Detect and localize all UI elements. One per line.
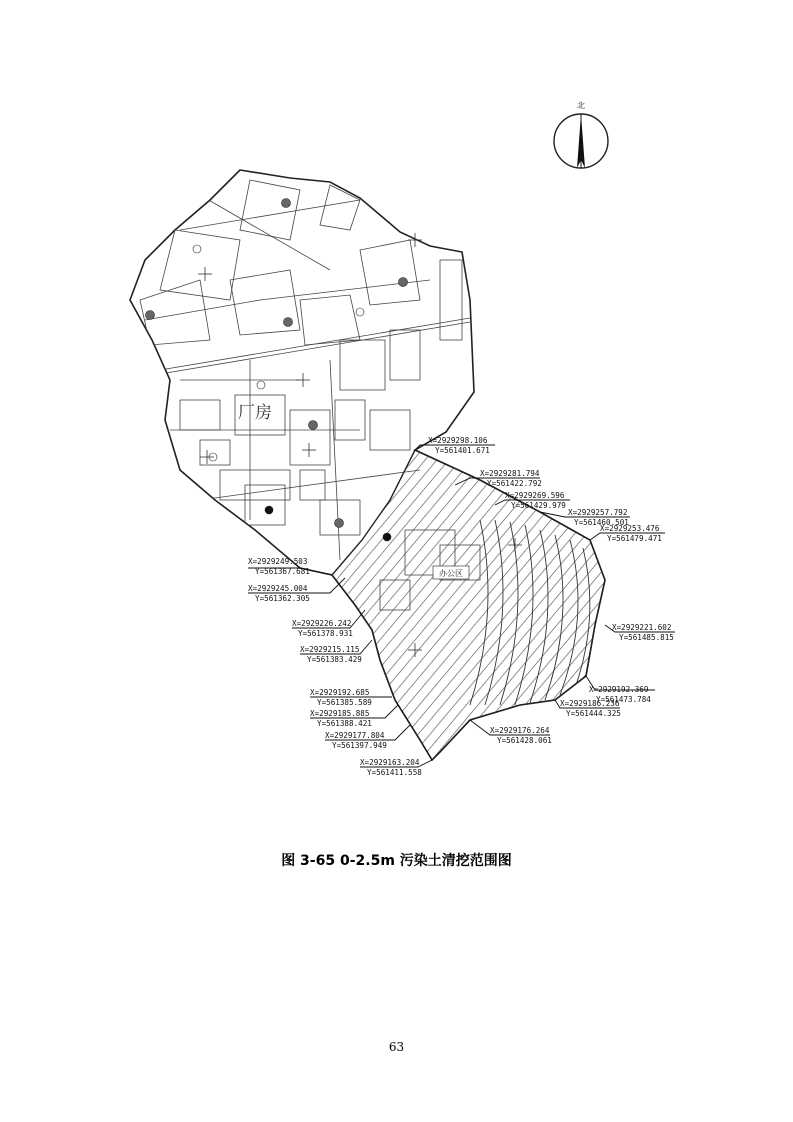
coord-y-label: Y=561385.589 <box>317 698 372 707</box>
coord-y-label: Y=561378.931 <box>298 629 353 638</box>
coord-y-label: Y=561485.815 <box>619 633 674 642</box>
north-arrow-icon <box>554 114 608 168</box>
coord-y-label: Y=561444.325 <box>566 709 621 718</box>
coord-y-label: Y=561362.305 <box>255 594 310 603</box>
coord-x-label: X=2929298.106 <box>428 436 488 445</box>
coord-y-label: Y=561411.558 <box>367 768 422 777</box>
coord-y-label: Y=561383.429 <box>307 655 362 664</box>
north-label: 北 <box>577 101 585 110</box>
coord-y-label: Y=561460.501 <box>574 518 629 527</box>
coord-x-label: X=2929176.264 <box>490 726 550 735</box>
coord-x-label: X=2929186.236 <box>560 699 620 708</box>
coord-y-label: Y=561397.949 <box>332 741 387 750</box>
label-factory-house: 厂房 <box>238 403 272 423</box>
page-number: 63 <box>388 1040 405 1054</box>
coord-x-label: X=2929163.204 <box>360 758 420 767</box>
coord-y-label: Y=561428.061 <box>497 736 552 745</box>
coord-x-label: X=2929269.596 <box>505 491 565 500</box>
coord-x-label: X=2929177.804 <box>325 731 385 740</box>
coord-y-label: Y=561429.979 <box>511 501 566 510</box>
coord-y-label: Y=561422.792 <box>487 479 542 488</box>
coord-x-label: X=2929215.115 <box>300 645 360 654</box>
coord-x-label: X=2929257.792 <box>568 508 628 517</box>
coord-y-label: Y=561367.681 <box>255 567 310 576</box>
coord-x-label: X=2929226.242 <box>292 619 352 628</box>
coord-x-label: X=2929249.503 <box>248 557 308 566</box>
coord-y-label: Y=561401.671 <box>435 446 490 455</box>
coord-x-label: X=2929185.885 <box>310 709 370 718</box>
label-office-area: 办公区 <box>439 569 463 578</box>
coord-y-label: Y=561388.421 <box>317 719 372 728</box>
coord-x-label: X=2929221.602 <box>612 623 672 632</box>
figure-caption: 图 3-65 0-2.5m 污染土清挖范围图 <box>281 853 512 869</box>
coord-y-label: Y=561479.471 <box>607 534 662 543</box>
coord-x-label: X=2929281.794 <box>480 469 540 478</box>
coord-x-label: X=2929192.369 <box>589 685 649 694</box>
coord-x-label: X=2929253.476 <box>600 524 660 533</box>
coord-x-label: X=2929245.004 <box>248 584 308 593</box>
coord-x-label: X=2929192.685 <box>310 688 370 697</box>
coord-y-label: Y=561473.784 <box>596 695 651 704</box>
